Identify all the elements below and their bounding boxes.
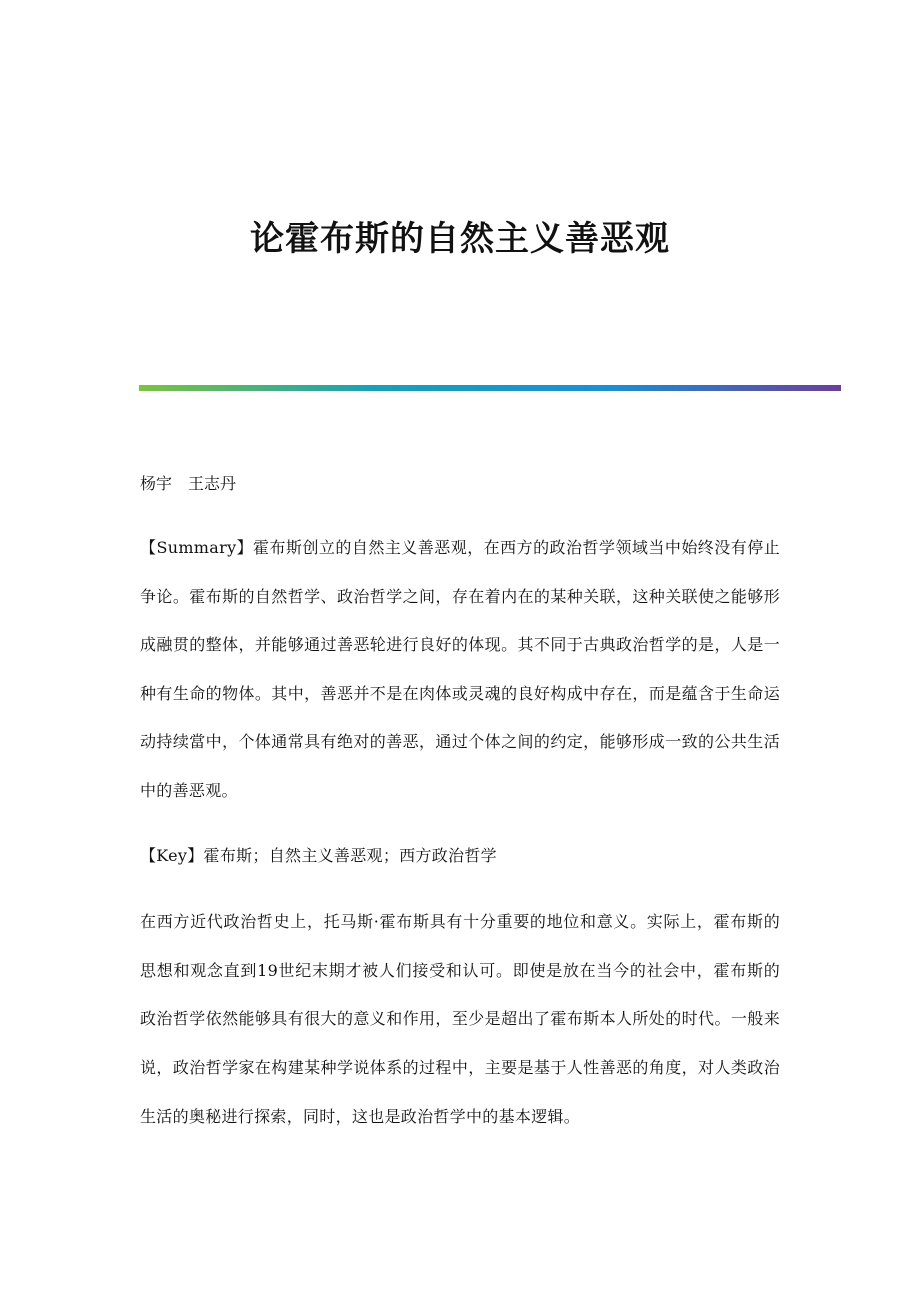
summary-paragraph: 【Summary】霍布斯创立的自然主义善恶观，在西方的政治哲学领域当中始终没有停止争论。霍布斯的自然哲学、政治哲学之间，存在着内在的某种关联，这种关联使之能够形成融贯的整体，并能够通过善恶轮进行良好的体现。其不同于古典政治哲学的是，人是一种有生命的物体。其中，善恶并不是在肉体或灵魂的良好构成中存在，而是蕴含于生命运动持续當中，个体通常具有绝对的善恶，通过个体之间的约定，能够形成一致的公共生活中的善恶观。 [140, 538, 780, 800]
authors: 杨宇 王志丹 [140, 474, 237, 493]
document-content [140, 468, 780, 1157]
keywords-paragraph: 【Key】霍布斯；自然主义善恶观；西方政治哲学 [140, 845, 497, 865]
body-paragraph: 在西方近代政治哲史上，托马斯·霍布斯具有十分重要的地位和意义。实际上，霍布斯的思想和观念直到19世纪末期才被人们接受和认可。即使是放在当今的社会中，霍布斯的政治哲学依然能够具有很大的意义和作用，至少是超出了霍布斯本人所处的时代。一般来说，政治哲学家在构建某种学说体系的过程中，主要是基于人性善恶的角度，对人类政治生活的奥秘进行探索，同时，这也是政治哲学中的基本逻辑。 [140, 912, 780, 1126]
title-divider [139, 385, 841, 391]
document-title: 论霍布斯的自然主义善恶观 [250, 219, 670, 259]
